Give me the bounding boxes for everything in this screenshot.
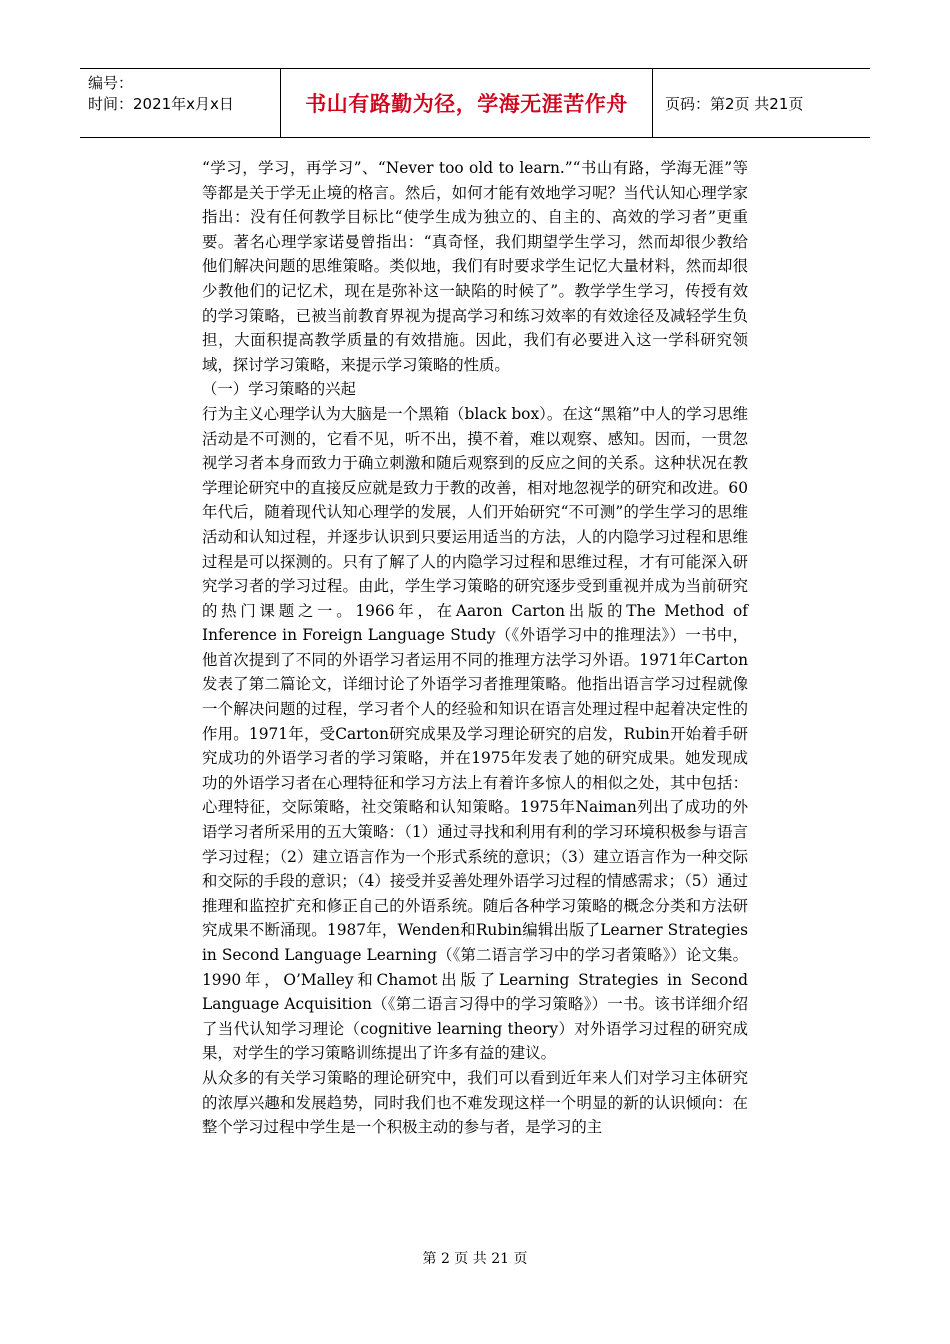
header-motto: 书山有路勤为径，学海无涯苦作舟 bbox=[305, 92, 628, 116]
date-label: 时间：2021年x月x日 bbox=[88, 95, 234, 113]
header-meta bbox=[80, 69, 281, 137]
document-body bbox=[202, 156, 748, 1140]
header-page-info: 页码：第2页 共21页 bbox=[665, 94, 804, 113]
page-footer: 第 2 页 共 21 页 bbox=[422, 1251, 528, 1267]
page-header bbox=[80, 68, 870, 138]
paragraph-trend: 从众多的有关学习策略的理论研究中，我们可以看到近年来人们对学习主体研究的浓厚兴趣和发展趋势，同时我们也不难发现这样一个明显的新的认识倾向：在整个学习过程中学生是一个积极主动的参与者，是学习的主 bbox=[202, 1068, 748, 1137]
paragraph-intro: “学习，学习，再学习”、“Never too old to learn.”“书山有路，学海无涯”等等都是关于学无止境的格言。然后，如何才能有效地学习呢？当代认知心理学家指出：没有任何教学目标比“使学生成为独立的、自主的、高效的学习者”更重要。著名心理学家诺曼曾指出：“真奇怪，我们期望学生学习，然而却很少教给他们解决问题的思维策略。类似地，我们有时要求学生记忆大量材料，然而却很少教他们的记忆术，现在是弥补这一缺陷的时候了”。教学学生学习，传授有效的学习策略，已被当前教育界视为提高学习和练习效率的有效途径及减轻学生负担，大面积提高教学质量的有效措施。因此，我们有必要进入这一学科研究领域，探讨学习策略，来提示学习策略的性质。 bbox=[202, 159, 748, 374]
header-motto-cell bbox=[281, 69, 653, 137]
section-heading: （一）学习策略的兴起 bbox=[202, 380, 356, 399]
paragraph-history: 行为主义心理学认为大脑是一个黑箱（black box）。在这“黑箱”中人的学习思维活动是不可测的，它看不见，听不出，摸不着，难以观察、感知。因而，一贯忽视学习者本身而致力于确立刺激和随后观察到的反应之间的关系。这种状况在教学理论研究中的直接反应就是致力于教的改善，相对地忽视学的研究和改进。60年代后，随着现代认知心理学的发展，人们开始研究“不可测”的学生学习的思维活动和认知过程，并逐步认识到只要运用适当的方法，人的内隐学习过程和思维过程是可以探测的。只有了解了人的内隐学习过程和思维过程，才有可能深入研究学习者的学习过程。由此，学生学习策略的研究逐步受到重视并成为当前研究的热门课题之一。1966年，在Aaron Carton出版的The Method of Inference in Foreign Language Study（《外语学习中的推理法》）一书中，他首次提到了不同的外语学习者运用不同的推理方法学习外语。1971年Carton发表了第二篇论文，详细讨论了外语学习者推理策略。他指出语言学习过程就像一个解决问题的过程，学习者个人的经验和知识在语言处理过程中起着决定性的作用。1971年，受Carton研究成果及学习理论研究的启发，Rubin开始着手研究成功的外语学习者的学习策略，并在1975年发表了她的研究成果。她发现成功的外语学习者在心理特征和学习方法上有着许多惊人的相似之处，其中包括：心理特征，交际策略，社交策略和认知策略。1975年Naiman列出了成功的外语学习者所采用的五大策略：（1）通过寻找和利用有利的学习环境积极参与语言学习过程；（2）建立语言作为一个形式系统的意识；（3）建立语言作为一种交际和交际的手段的意识；（4）接受并妥善处理外语学习过程的情感需求；（5）通过推理和监控扩充和修正自己的外语系统。随后各种学习策略的概念分类和方法研究成果不断涌现。1987年，Wenden和Rubin编辑出版了Learner Strategies in Second Language Learning（《第二语言学习中的学习者策略》）论文集。1990年，O’Malley和Chamot出版了Learning Strategies in Second Language Acquisition（《第二语言习得中的学习策略》）一书。该书详细介绍了当代认知学习理论（cognitive learning theory）对外语学习过程的研究成果，对学生的学习策略训练提出了许多有益的建议。 bbox=[202, 404, 748, 1063]
doc-number-label: 编号： bbox=[88, 74, 134, 92]
